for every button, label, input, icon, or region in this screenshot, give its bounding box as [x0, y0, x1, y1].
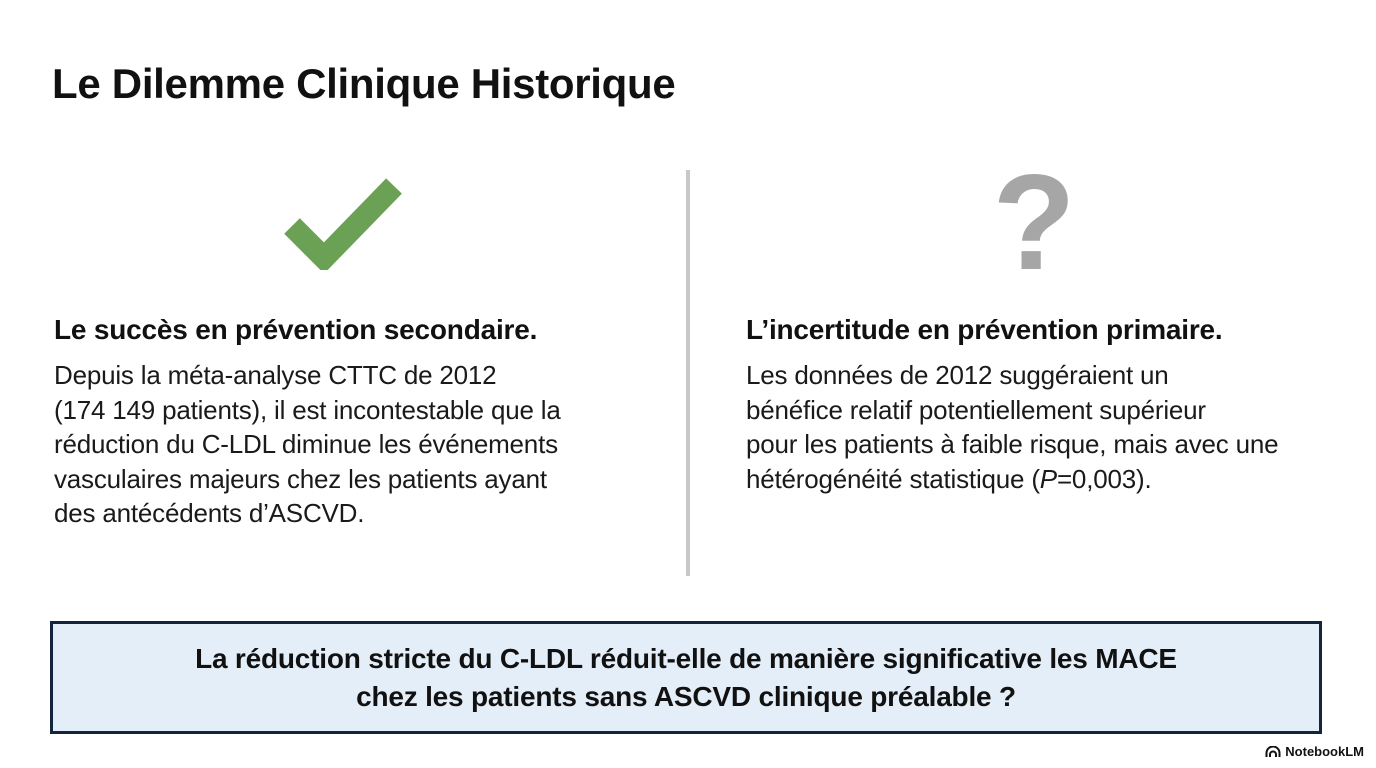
left-body-line: vasculaires majeurs chez les patients ayant — [54, 463, 547, 494]
column-divider — [686, 170, 690, 576]
p-value-symbol: P — [1039, 463, 1057, 494]
left-body-line: (174 149 patients), il est incontestable que la — [54, 394, 561, 425]
question-mark-icon: ? — [992, 146, 1076, 298]
research-question-box — [50, 621, 1322, 734]
notebooklm-logo-icon — [1265, 746, 1281, 758]
research-question-line: La réduction stricte du C-LDL réduit-elle de manière significative les MACE — [195, 642, 1177, 674]
right-heading: L’incertitude en prévention primaire. — [746, 314, 1223, 345]
branding-label: NotebookLM — [1285, 744, 1364, 759]
left-body-line: des antécédents d’ASCVD. — [54, 498, 365, 528]
right-body-line: pour les patients à faible risque, mais avec une — [746, 429, 1279, 459]
left-body-line: réduction du C-LDL diminue les événements — [54, 429, 558, 459]
left-column — [54, 314, 664, 531]
research-question-line: chez les patients sans ASCVD clinique préalable ? — [356, 680, 1016, 712]
right-body-last-prefix: hétérogénéité statistique ( — [746, 463, 1040, 494]
right-body — [746, 358, 1366, 496]
right-body-last-suffix: =0,003). — [1056, 463, 1152, 494]
left-body-line: Depuis la méta-analyse CTTC de 2012 — [54, 360, 497, 390]
right-body-line: Les données de 2012 suggéraient un — [746, 360, 1169, 390]
left-body — [54, 358, 664, 531]
branding — [1265, 744, 1364, 759]
page-title: Le Dilemme Clinique Historique — [52, 60, 676, 107]
left-heading: Le succès en prévention secondaire. — [54, 314, 538, 345]
right-body-last-line — [746, 462, 1366, 497]
right-column — [746, 314, 1366, 496]
right-body-line: bénéfice relatif potentiellement supérieur — [746, 394, 1206, 425]
check-icon — [282, 176, 404, 270]
